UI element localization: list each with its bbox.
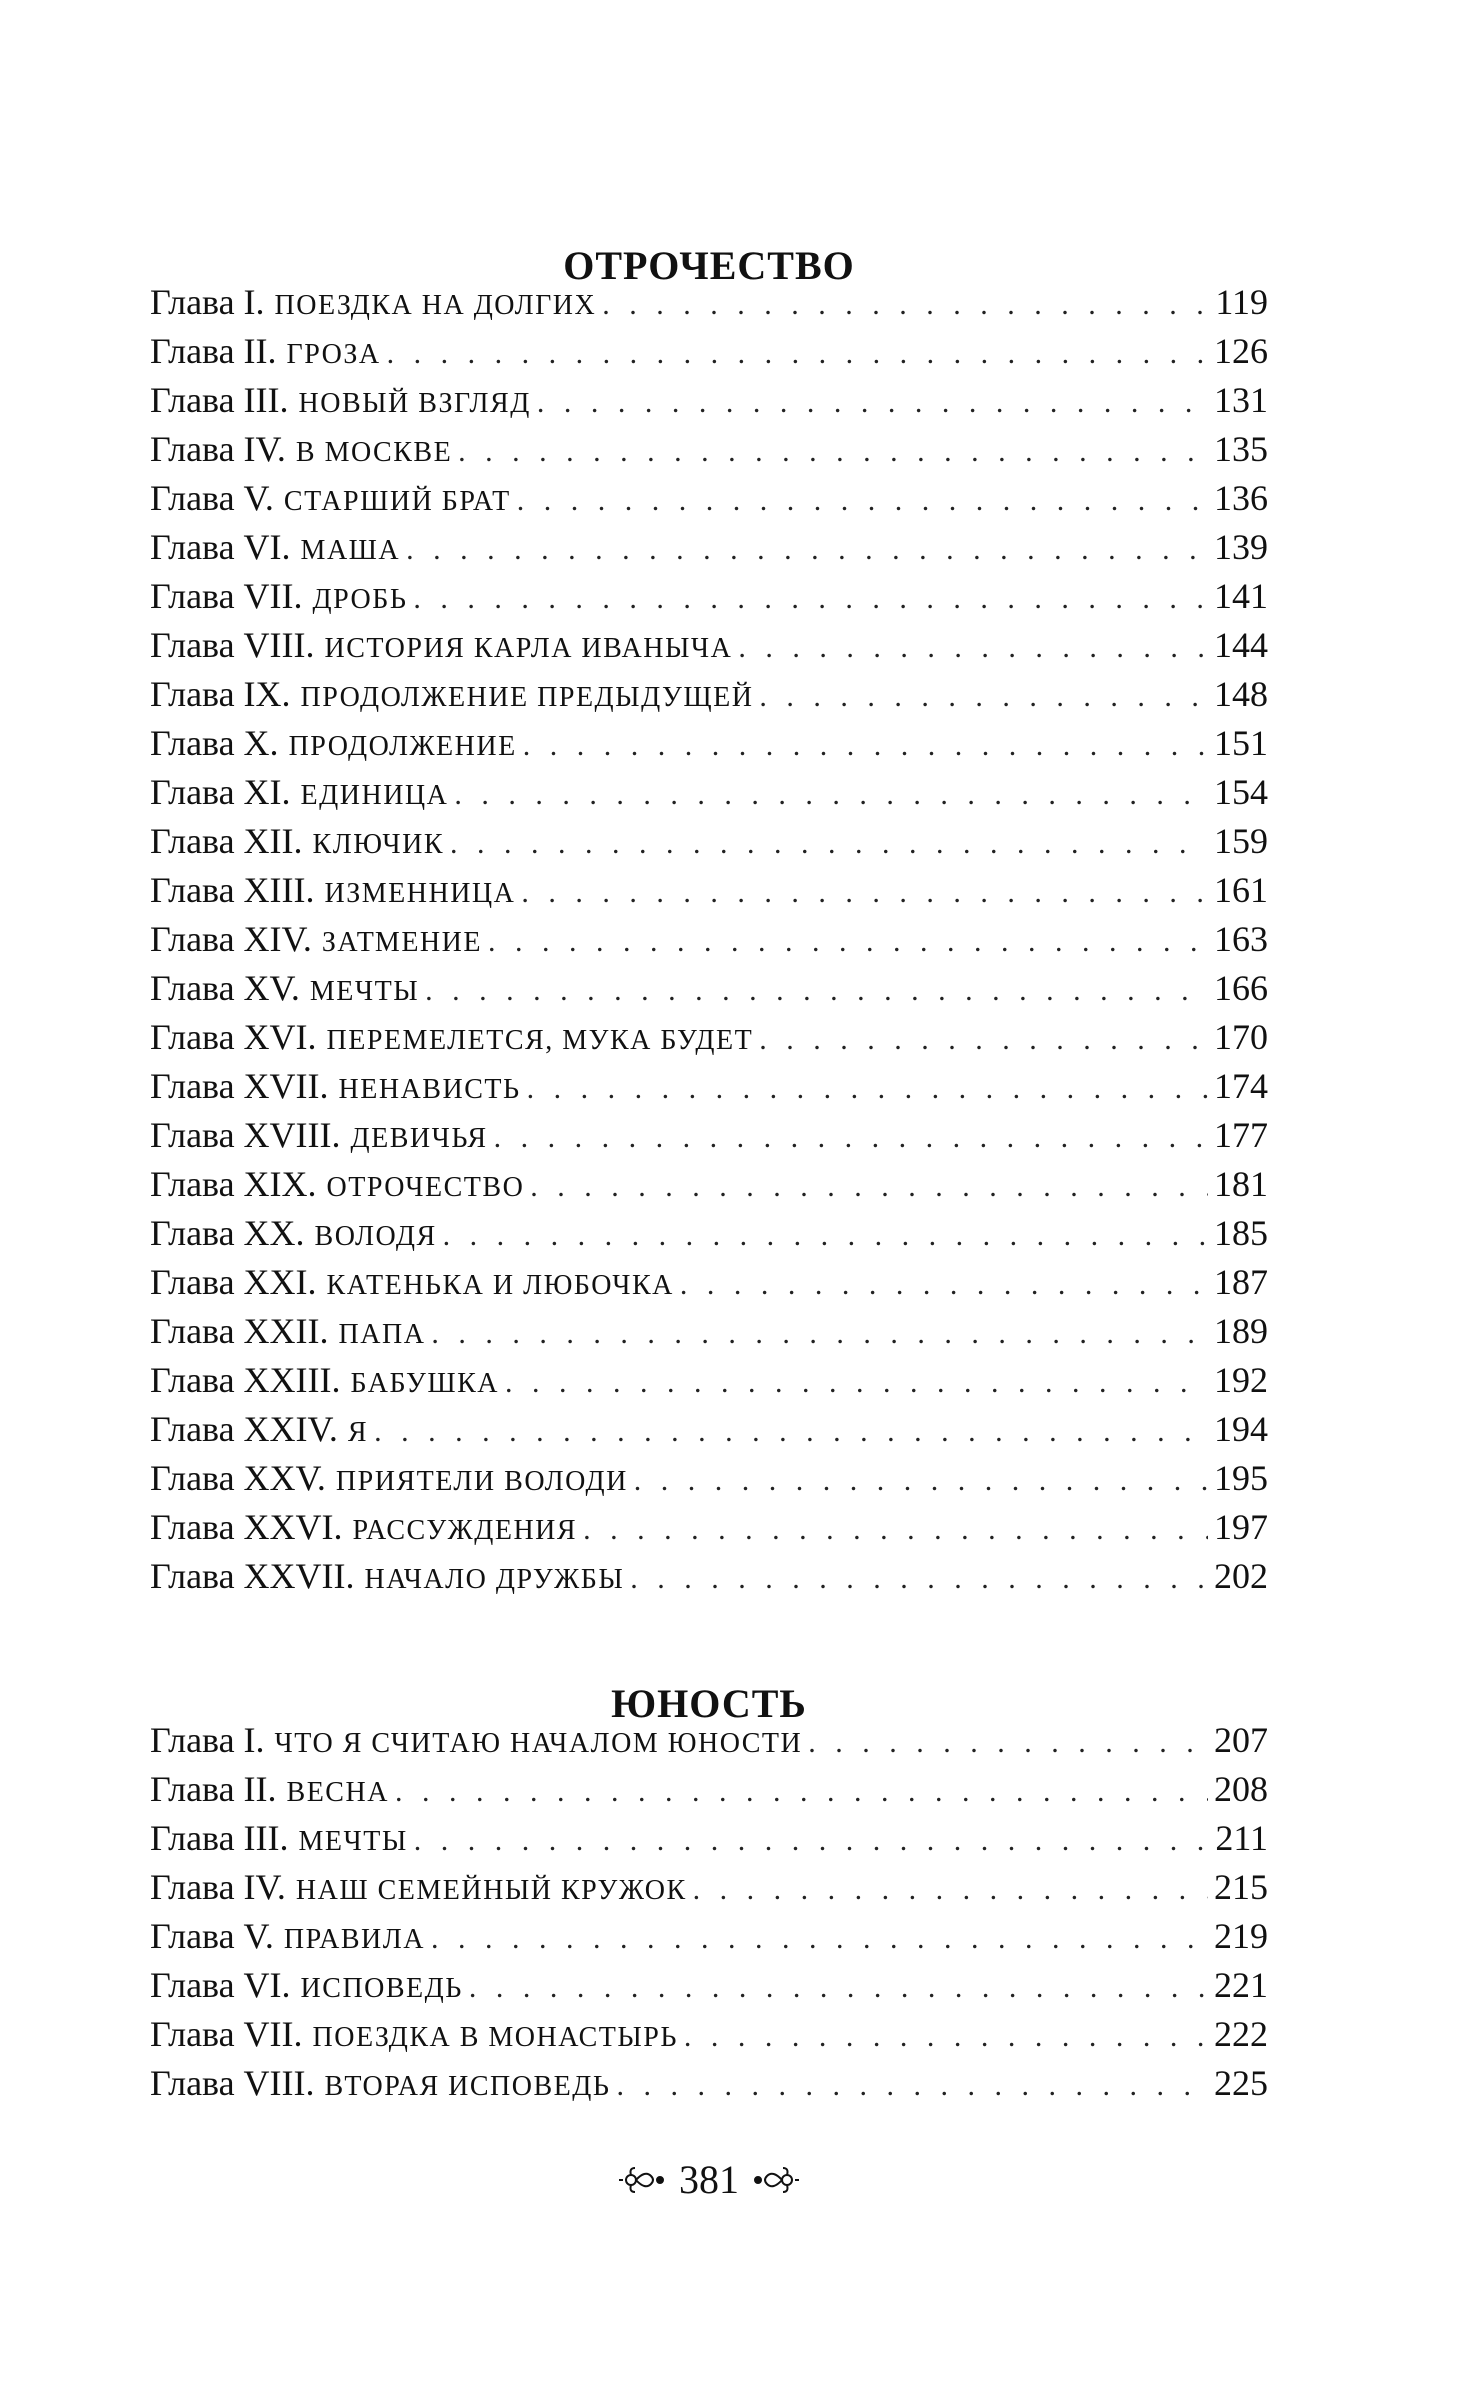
chapter-page-number: 177 — [1214, 1115, 1268, 1155]
toc-entry — [150, 1307, 1268, 1356]
chapter-page-number: 148 — [1214, 674, 1268, 714]
chapter-title: ВЕСНА — [286, 1777, 389, 1808]
chapter-page-number: 126 — [1214, 331, 1268, 371]
dot-leader — [374, 1407, 1208, 1456]
toc-list-yunost — [150, 1716, 1268, 2108]
toc-entry — [150, 327, 1268, 376]
dot-leader — [387, 329, 1208, 378]
chapter-page-number: 189 — [1214, 1311, 1268, 1351]
chapter-number: Глава XXII. — [150, 1311, 329, 1351]
chapter-title: ПОЕЗДКА НА ДОЛГИХ — [274, 290, 597, 321]
chapter-page-number: 159 — [1214, 821, 1268, 861]
toc-entry — [150, 621, 1268, 670]
dot-leader — [517, 476, 1208, 525]
chapter-number: Глава XIX. — [150, 1164, 317, 1204]
chapter-page-number: 151 — [1214, 723, 1268, 763]
toc-entry — [150, 523, 1268, 572]
dot-leader — [505, 1358, 1208, 1407]
chapter-number: Глава XXIII. — [150, 1360, 341, 1400]
chapter-page-number: 221 — [1214, 1965, 1268, 2005]
chapter-title: КЛЮЧИК — [312, 829, 445, 860]
dot-leader — [537, 378, 1208, 427]
chapter-page-number: 225 — [1214, 2063, 1268, 2103]
chapter-title: ПРАВИЛА — [283, 1924, 425, 1955]
chapter-page-number: 131 — [1214, 380, 1268, 420]
dot-leader — [759, 1015, 1208, 1064]
chapter-page-number: 207 — [1214, 1720, 1268, 1760]
chapter-number: Глава VI. — [150, 527, 291, 567]
dot-leader — [469, 1963, 1208, 2012]
toc-entry — [150, 1013, 1268, 1062]
chapter-title: ВТОРАЯ ИСПОВЕДЬ — [324, 2071, 611, 2102]
chapter-title: НАШ СЕМЕЙНЫЙ КРУЖОК — [295, 1875, 687, 1906]
toc-entry — [150, 670, 1268, 719]
chapter-page-number: 139 — [1214, 527, 1268, 567]
floral-ornament-icon — [753, 2166, 799, 2194]
dot-leader — [521, 868, 1208, 917]
chapter-title: МАША — [300, 535, 401, 566]
chapter-number: Глава III. — [150, 1818, 289, 1858]
dot-leader — [684, 2012, 1208, 2061]
toc-entry — [150, 1062, 1268, 1111]
dot-leader — [450, 819, 1208, 868]
chapter-title: ИЗМЕННИЦА — [324, 878, 516, 909]
toc-entry — [150, 376, 1268, 425]
chapter-number: Глава X. — [150, 723, 279, 763]
chapter-page-number: 202 — [1214, 1556, 1268, 1596]
chapter-title: СТАРШИЙ БРАТ — [283, 486, 511, 517]
chapter-page-number: 163 — [1214, 919, 1268, 959]
chapter-title: ВОЛОДЯ — [314, 1221, 437, 1252]
dot-leader — [680, 1260, 1208, 1309]
chapter-number: Глава VIII. — [150, 625, 315, 665]
chapter-number: Глава XIV. — [150, 919, 312, 959]
chapter-page-number: 141 — [1214, 576, 1268, 616]
chapter-title: ПОЕЗДКА В МОНАСТЫРЬ — [312, 2022, 678, 2053]
chapter-page-number: 194 — [1214, 1409, 1268, 1449]
chapter-number: Глава XV. — [150, 968, 300, 1008]
dot-leader — [527, 1064, 1208, 1113]
chapter-title: ЧТО Я СЧИТАЮ НАЧАЛОМ ЮНОСТИ — [274, 1728, 803, 1759]
chapter-title: НЕНАВИСТЬ — [338, 1074, 521, 1105]
dot-leader — [431, 1914, 1208, 1963]
toc-list-otrochestvo — [150, 278, 1268, 1601]
chapter-page-number: 144 — [1214, 625, 1268, 665]
chapter-page-number: 161 — [1214, 870, 1268, 910]
dot-leader — [454, 770, 1208, 819]
chapter-number: Глава VIII. — [150, 2063, 315, 2103]
chapter-page-number: 192 — [1214, 1360, 1268, 1400]
chapter-number: Глава XXI. — [150, 1262, 317, 1302]
page-number: 381 — [679, 2157, 739, 2202]
chapter-title: ИСПОВЕДЬ — [300, 1973, 463, 2004]
dot-leader — [443, 1211, 1208, 1260]
toc-entry — [150, 2010, 1268, 2059]
chapter-title: МЕЧТЫ — [309, 976, 420, 1007]
chapter-title: ОТРОЧЕСТВО — [326, 1172, 525, 1203]
chapter-title: ПЕРЕМЕЛЕТСЯ, МУКА БУДЕТ — [326, 1025, 754, 1056]
dot-leader — [425, 966, 1208, 1015]
chapter-number: Глава II. — [150, 1769, 277, 1809]
chapter-title: ПРОДОЛЖЕНИЕ ПРЕДЫДУЩЕЙ — [300, 682, 754, 713]
chapter-number: Глава IV. — [150, 429, 286, 469]
chapter-number: Глава XXVI. — [150, 1507, 343, 1547]
chapter-number: Глава IX. — [150, 674, 291, 714]
toc-entry — [150, 1552, 1268, 1601]
chapter-page-number: 185 — [1214, 1213, 1268, 1253]
toc-entry — [150, 1356, 1268, 1405]
dot-leader — [634, 1456, 1208, 1505]
dot-leader — [414, 1816, 1210, 1865]
chapter-number: Глава XVII. — [150, 1066, 329, 1106]
chapter-number: Глава XX. — [150, 1213, 305, 1253]
toc-entry — [150, 719, 1268, 768]
dot-leader — [488, 917, 1208, 966]
chapter-number: Глава V. — [150, 478, 274, 518]
chapter-number: Глава XXIV. — [150, 1409, 338, 1449]
chapter-page-number: 208 — [1214, 1769, 1268, 1809]
chapter-page-number: 181 — [1214, 1164, 1268, 1204]
chapter-title: ГРОЗА — [286, 339, 381, 370]
chapter-number: Глава II. — [150, 331, 277, 371]
chapter-page-number: 222 — [1214, 2014, 1268, 2054]
chapter-title: ПАПА — [338, 1319, 426, 1350]
chapter-number: Глава XI. — [150, 772, 291, 812]
chapter-title: КАТЕНЬКА И ЛЮБОЧКА — [326, 1270, 674, 1301]
dot-leader — [395, 1767, 1208, 1816]
chapter-title: ДЕВИЧЬЯ — [350, 1123, 488, 1154]
chapter-page-number: 211 — [1215, 1818, 1268, 1858]
chapter-number: Глава VI. — [150, 1965, 291, 2005]
chapter-page-number: 187 — [1214, 1262, 1268, 1302]
chapter-title: НАЧАЛО ДРУЖБЫ — [364, 1564, 625, 1595]
toc-entry — [150, 768, 1268, 817]
toc-entry — [150, 1160, 1268, 1209]
section-title-otrochestvo: ОТРОЧЕСТВО — [563, 243, 855, 289]
chapter-title: ПРИЯТЕЛИ ВОЛОДИ — [335, 1466, 628, 1497]
chapter-page-number: 170 — [1214, 1017, 1268, 1057]
dot-leader — [523, 721, 1208, 770]
floral-ornament-icon — [619, 2166, 665, 2194]
dot-leader — [693, 1865, 1208, 1914]
dot-leader — [431, 1309, 1208, 1358]
chapter-number: Глава XVIII. — [150, 1115, 341, 1155]
toc-entry — [150, 1863, 1268, 1912]
toc-entry — [150, 1258, 1268, 1307]
chapter-number: Глава XVI. — [150, 1017, 317, 1057]
toc-entry — [150, 866, 1268, 915]
chapter-page-number: 219 — [1214, 1916, 1268, 1956]
chapter-title: МЕЧТЫ — [298, 1826, 408, 1857]
toc-entry — [150, 1912, 1268, 1961]
toc-entry — [150, 425, 1268, 474]
chapter-number: Глава XII. — [150, 821, 303, 861]
toc-entry — [150, 1503, 1268, 1552]
toc-entry — [150, 1716, 1268, 1765]
chapter-title: ИСТОРИЯ КАРЛА ИВАНЫЧА — [324, 633, 733, 664]
dot-leader — [616, 2061, 1208, 2110]
toc-entry — [150, 1765, 1268, 1814]
chapter-page-number: 119 — [1215, 282, 1268, 322]
chapter-page-number: 215 — [1214, 1867, 1268, 1907]
chapter-title: В МОСКВЕ — [295, 437, 453, 468]
toc-entry — [150, 2059, 1268, 2108]
toc-page — [150, 0, 1268, 2381]
chapter-number: Глава I. — [150, 282, 265, 322]
chapter-title: ДРОБЬ — [312, 584, 408, 615]
toc-entry — [150, 1814, 1268, 1863]
chapter-title: РАССУЖДЕНИЯ — [352, 1515, 578, 1546]
chapter-title: НОВЫЙ ВЗГЛЯД — [298, 388, 531, 419]
chapter-page-number: 136 — [1214, 478, 1268, 518]
toc-entry — [150, 964, 1268, 1013]
toc-entry — [150, 1111, 1268, 1160]
chapter-number: Глава VII. — [150, 2014, 303, 2054]
dot-leader — [808, 1718, 1208, 1767]
dot-leader — [583, 1505, 1208, 1554]
toc-entry — [150, 474, 1268, 523]
chapter-number: Глава I. — [150, 1720, 265, 1760]
chapter-title: Я — [347, 1417, 369, 1448]
toc-entry — [150, 1454, 1268, 1503]
chapter-number: Глава V. — [150, 1916, 274, 1956]
dot-leader — [759, 672, 1208, 721]
chapter-number: Глава IV. — [150, 1867, 286, 1907]
toc-entry — [150, 278, 1268, 327]
chapter-page-number: 174 — [1214, 1066, 1268, 1106]
toc-entry — [150, 1405, 1268, 1454]
toc-entry — [150, 915, 1268, 964]
section-title-yunost: ЮНОСТЬ — [611, 1681, 807, 1727]
chapter-number: Глава VII. — [150, 576, 303, 616]
page-footer — [150, 2155, 1268, 2205]
dot-leader — [413, 574, 1208, 623]
toc-entry — [150, 572, 1268, 621]
chapter-number: Глава XIII. — [150, 870, 315, 910]
dot-leader — [602, 280, 1209, 329]
chapter-number: Глава III. — [150, 380, 289, 420]
chapter-title: ПРОДОЛЖЕНИЕ — [288, 731, 517, 762]
dot-leader — [458, 427, 1208, 476]
toc-entry — [150, 1961, 1268, 2010]
toc-entry — [150, 1209, 1268, 1258]
chapter-title: ЗАТМЕНИЕ — [321, 927, 482, 958]
dot-leader — [630, 1554, 1208, 1603]
chapter-page-number: 195 — [1214, 1458, 1268, 1498]
chapter-page-number: 154 — [1214, 772, 1268, 812]
dot-leader — [406, 525, 1208, 574]
dot-leader — [494, 1113, 1208, 1162]
chapter-page-number: 135 — [1214, 429, 1268, 469]
dot-leader — [530, 1162, 1208, 1211]
dot-leader — [738, 623, 1208, 672]
chapter-page-number: 197 — [1214, 1507, 1268, 1547]
toc-entry — [150, 817, 1268, 866]
chapter-number: Глава XXVII. — [150, 1556, 355, 1596]
chapter-page-number: 166 — [1214, 968, 1268, 1008]
chapter-title: ЕДИНИЦА — [300, 780, 449, 811]
chapter-title: БАБУШКА — [350, 1368, 500, 1399]
chapter-number: Глава XXV. — [150, 1458, 326, 1498]
